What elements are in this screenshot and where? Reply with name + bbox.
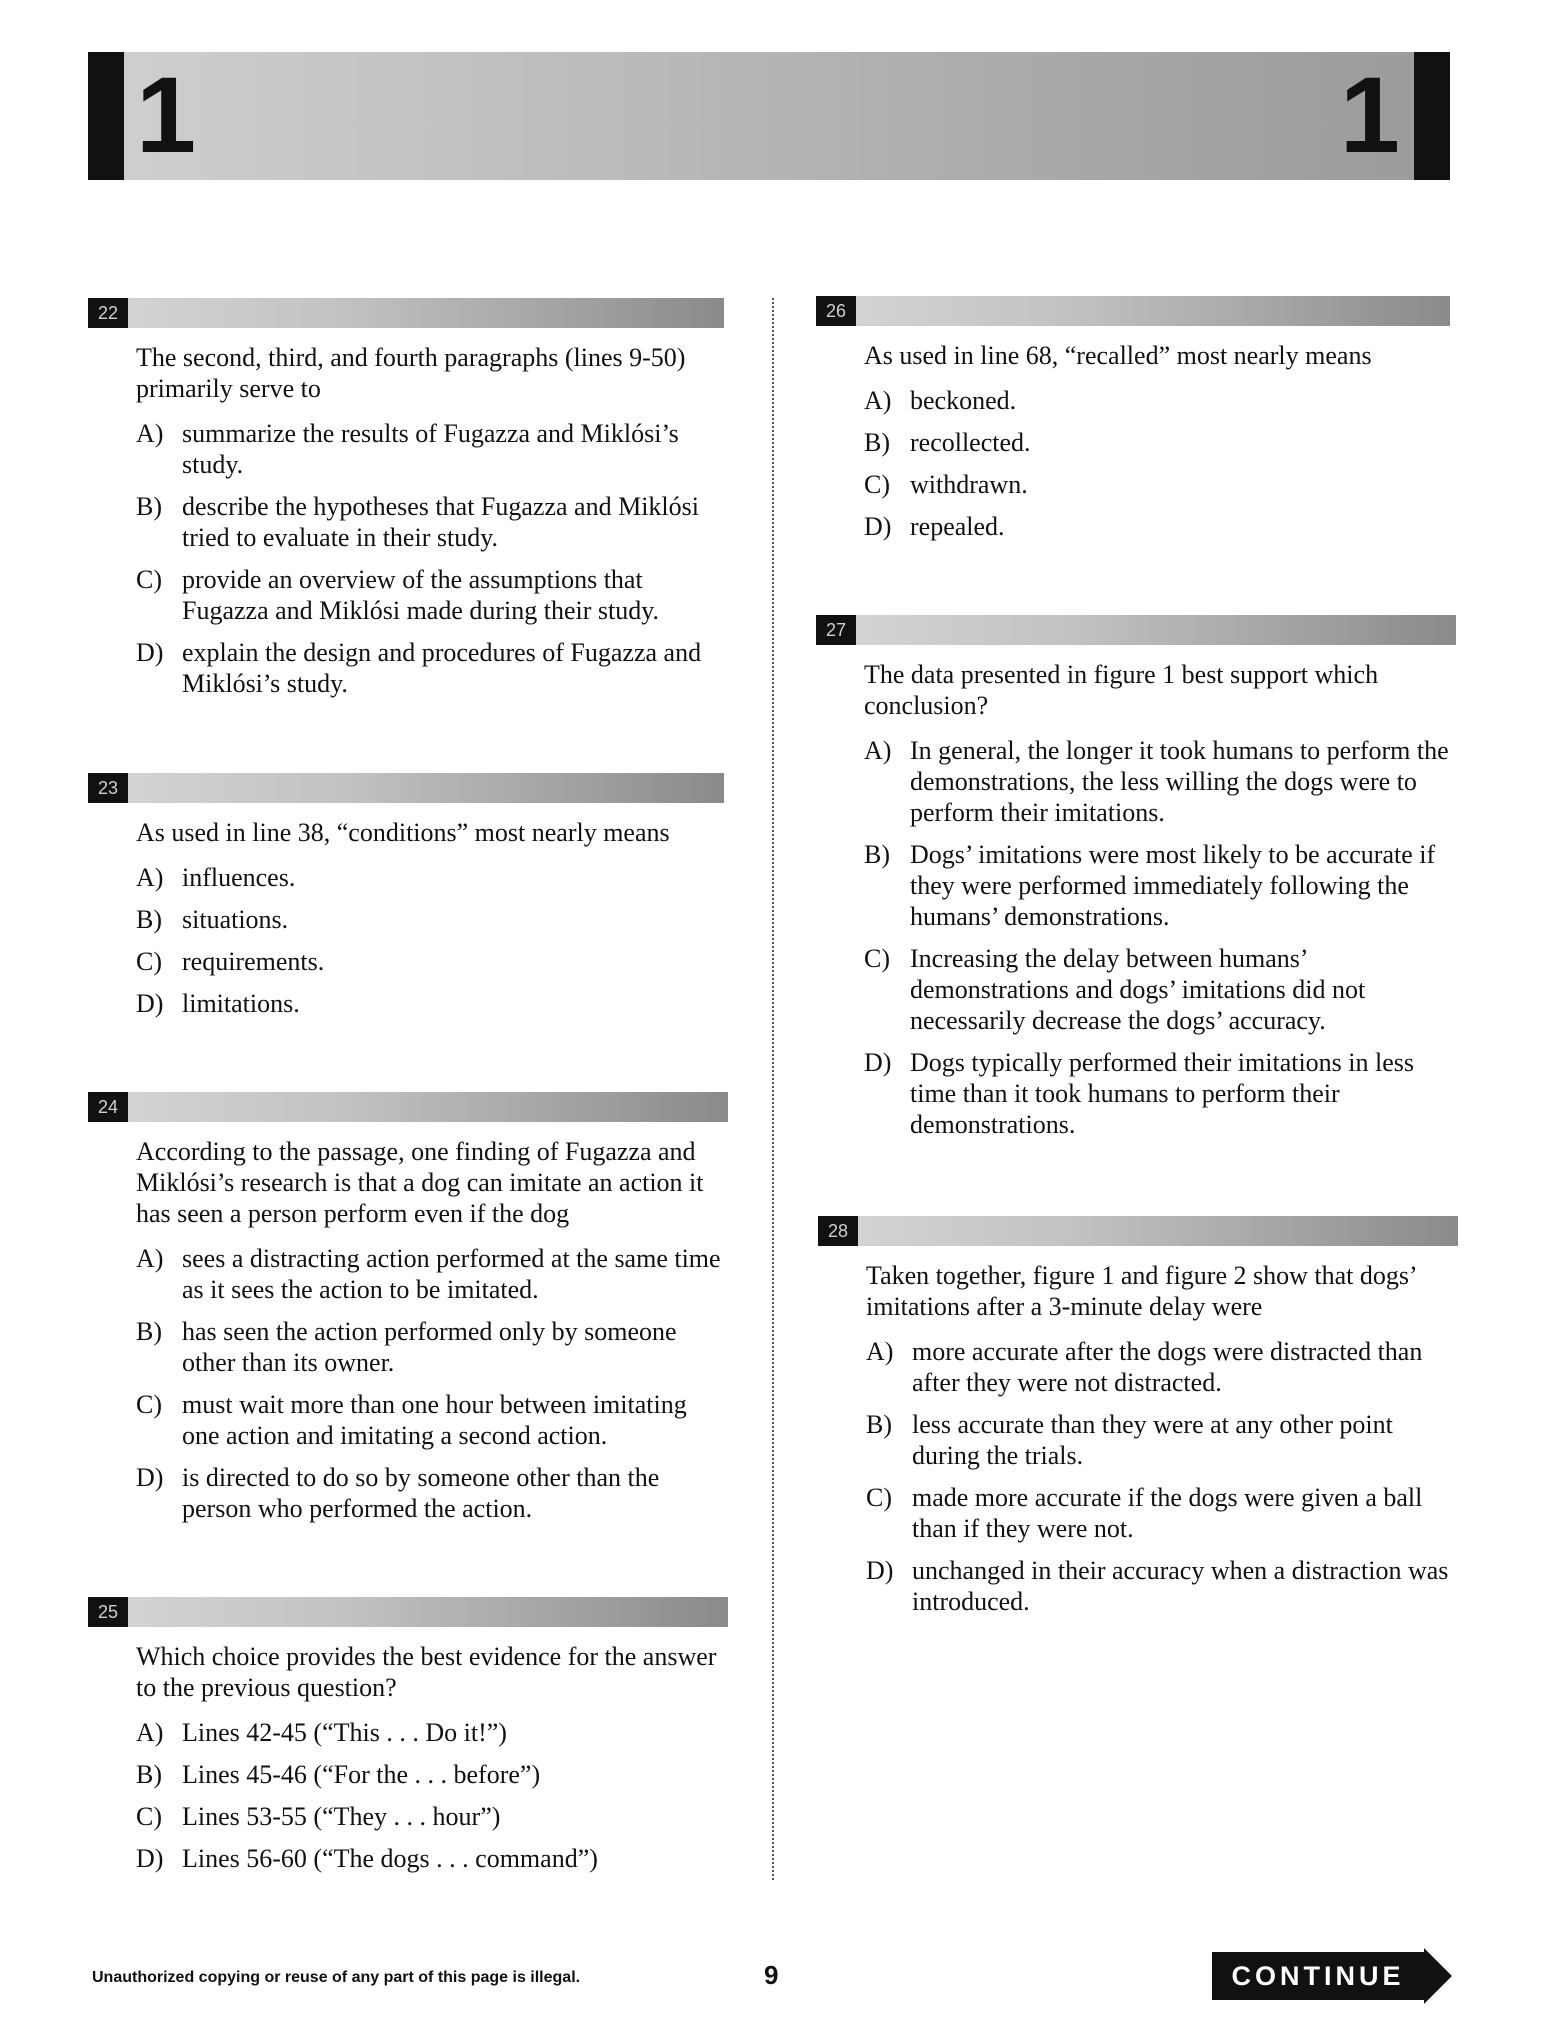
question-prompt: The data presented in figure 1 best support which conclusion?	[864, 660, 1379, 720]
answer-option-c[interactable]	[864, 943, 1456, 1036]
question-prompt: As used in line 38, “conditions” most nearly means	[136, 818, 670, 847]
option-letter: C)	[136, 1390, 162, 1419]
answer-options	[866, 1336, 1458, 1617]
section-band-right-bar	[1414, 52, 1450, 180]
option-letter: C)	[864, 470, 890, 499]
option-text: Lines 45-46 (“For the . . . before”)	[182, 1760, 541, 1789]
question-23	[88, 773, 724, 1030]
option-letter: B)	[136, 492, 162, 521]
option-text: repealed.	[910, 512, 1005, 541]
answer-option-d[interactable]	[864, 1047, 1456, 1140]
answer-option-c[interactable]	[866, 1482, 1458, 1544]
option-text: Increasing the delay between humans’ demonstrations and dogs’ imitations did not necessarily decrease the dogs’ accuracy.	[910, 944, 1366, 1035]
option-letter: D)	[136, 638, 164, 667]
option-text: situations.	[182, 905, 289, 934]
option-letter: C)	[866, 1483, 892, 1512]
question-25	[88, 1597, 728, 1885]
answer-options	[136, 1717, 728, 1874]
question-prompt: According to the passage, one finding of Fugazza and Miklósi’s research is that a dog can imitate an action it has seen a person perform even if the dog	[136, 1137, 704, 1228]
option-letter: A)	[136, 1244, 164, 1273]
option-letter: B)	[866, 1410, 892, 1439]
question-header-bar	[88, 773, 724, 803]
option-text: less accurate than they were at any other point during the trials.	[912, 1410, 1393, 1470]
answer-option-c[interactable]	[864, 469, 1450, 500]
option-letter: D)	[864, 512, 892, 541]
question-number: 24	[88, 1092, 128, 1122]
answer-option-d[interactable]	[136, 637, 724, 699]
option-letter: D)	[864, 1048, 892, 1077]
question-prompt: Which choice provides the best evidence for the answer to the previous question?	[136, 1642, 717, 1702]
option-text: Lines 42-45 (“This . . . Do it!”)	[182, 1718, 507, 1747]
option-letter: D)	[136, 1463, 164, 1492]
column-divider	[772, 298, 774, 1880]
question-number: 28	[818, 1216, 858, 1246]
answer-option-b[interactable]	[866, 1409, 1458, 1471]
option-text: Dogs typically performed their imitations in less time than it took humans to perform their demonstrations.	[910, 1048, 1415, 1139]
option-letter: C)	[136, 1802, 162, 1831]
option-text: provide an overview of the assumptions that Fugazza and Miklósi made during their study.	[182, 565, 660, 625]
option-letter: D)	[136, 1844, 164, 1873]
option-letter: B)	[136, 1317, 162, 1346]
answer-option-c[interactable]	[136, 1389, 728, 1451]
option-text: is directed to do so by someone other than the person who performed the action.	[182, 1463, 660, 1523]
question-prompt: As used in line 68, “recalled” most nearly means	[864, 341, 1372, 370]
section-number-right: 1	[1339, 54, 1400, 175]
option-letter: D)	[136, 989, 164, 1018]
option-letter: A)	[864, 386, 892, 415]
option-text: explain the design and procedures of Fugazza and Miklósi’s study.	[182, 638, 702, 698]
copyright-notice: Unauthorized copying or reuse of any part of this page is illegal.	[92, 1969, 581, 1986]
option-letter: B)	[864, 840, 890, 869]
option-text: made more accurate if the dogs were given a ball than if they were not.	[912, 1483, 1423, 1543]
answer-option-d[interactable]	[136, 988, 724, 1019]
question-24	[88, 1092, 728, 1535]
answer-option-c[interactable]	[136, 564, 724, 626]
option-letter: A)	[136, 419, 164, 448]
option-letter: B)	[136, 905, 162, 934]
answer-options	[136, 1243, 728, 1524]
answer-options	[864, 735, 1456, 1140]
question-number: 27	[816, 615, 856, 645]
question-number: 25	[88, 1597, 128, 1627]
option-letter: A)	[864, 736, 892, 765]
option-text: must wait more than one hour between imitating one action and imitating a second action.	[182, 1390, 687, 1450]
answer-option-d[interactable]	[866, 1555, 1458, 1617]
option-text: describe the hypotheses that Fugazza and Miklósi tried to evaluate in their study.	[182, 492, 699, 552]
section-header-band	[88, 52, 1450, 180]
question-header-bar	[88, 298, 724, 328]
option-text: limitations.	[182, 989, 300, 1018]
option-text: withdrawn.	[910, 470, 1028, 499]
question-prompt: Taken together, figure 1 and figure 2 show that dogs’ imitations after a 3-minute delay were	[866, 1261, 1416, 1321]
page-number: 9	[764, 1960, 779, 1990]
answer-option-a[interactable]	[136, 1717, 728, 1748]
option-text: In general, the longer it took humans to perform the demonstrations, the less willing the dogs were to perform their imitations.	[910, 736, 1449, 827]
answer-option-a[interactable]	[864, 735, 1456, 828]
option-letter: A)	[136, 863, 164, 892]
answer-option-a[interactable]	[136, 1243, 728, 1305]
answer-option-b[interactable]	[136, 491, 724, 553]
continue-button[interactable]	[1212, 1948, 1452, 2004]
option-text: Lines 53-55 (“They . . . hour”)	[182, 1802, 501, 1831]
question-header-bar	[816, 296, 1450, 326]
option-letter: A)	[866, 1337, 894, 1366]
answer-option-a[interactable]	[866, 1336, 1458, 1398]
option-letter: A)	[136, 1718, 164, 1747]
option-letter: C)	[864, 944, 890, 973]
answer-option-a[interactable]	[136, 418, 724, 480]
question-header-bar	[816, 615, 1456, 645]
answer-option-a[interactable]	[136, 862, 724, 893]
section-number-left: 1	[136, 54, 197, 175]
option-letter: C)	[136, 947, 162, 976]
question-header-bar	[818, 1216, 1458, 1246]
answer-options	[136, 418, 724, 699]
question-number: 23	[88, 773, 128, 803]
option-letter: B)	[864, 428, 890, 457]
answer-option-b[interactable]	[136, 1316, 728, 1378]
option-text: Dogs’ imitations were most likely to be accurate if they were performed immediately following the humans’ demonstrations.	[910, 840, 1436, 931]
question-number: 26	[816, 296, 856, 326]
option-text: Lines 56-60 (“The dogs . . . command”)	[182, 1844, 598, 1873]
option-text: influences.	[182, 863, 296, 892]
option-text: summarize the results of Fugazza and Miklósi’s study.	[182, 419, 679, 479]
answer-option-b[interactable]	[864, 839, 1456, 932]
question-prompt: The second, third, and fourth paragraphs (lines 9-50) primarily serve to	[136, 343, 686, 403]
option-text: beckoned.	[910, 386, 1017, 415]
question-header-bar	[88, 1092, 728, 1122]
answer-option-b[interactable]	[136, 1759, 728, 1790]
question-26	[816, 296, 1450, 553]
continue-label: CONTINUE	[1231, 1961, 1405, 1991]
option-text: has seen the action performed only by someone other than its owner.	[182, 1317, 677, 1377]
option-text: more accurate after the dogs were distracted than after they were not distracted.	[912, 1337, 1423, 1397]
answer-options	[136, 862, 724, 1019]
answer-option-c[interactable]	[136, 946, 724, 977]
question-header-bar	[88, 1597, 728, 1627]
question-27	[816, 615, 1456, 1151]
answer-option-d[interactable]	[136, 1462, 728, 1524]
option-text: recollected.	[910, 428, 1031, 457]
answer-option-b[interactable]	[864, 427, 1450, 458]
answer-option-b[interactable]	[136, 904, 724, 935]
answer-option-d[interactable]	[864, 511, 1450, 542]
option-text: sees a distracting action performed at the same time as it sees the action to be imitated.	[182, 1244, 721, 1304]
option-letter: B)	[136, 1760, 162, 1789]
question-28	[818, 1216, 1458, 1628]
question-number: 22	[88, 298, 128, 328]
section-band-left-bar	[88, 52, 124, 180]
option-letter: C)	[136, 565, 162, 594]
option-text: requirements.	[182, 947, 325, 976]
answer-option-a[interactable]	[864, 385, 1450, 416]
answer-option-d[interactable]	[136, 1843, 728, 1874]
option-text: unchanged in their accuracy when a distraction was introduced.	[912, 1556, 1449, 1616]
question-22	[88, 298, 724, 710]
answer-options	[864, 385, 1450, 542]
option-letter: D)	[866, 1556, 894, 1585]
answer-option-c[interactable]	[136, 1801, 728, 1832]
